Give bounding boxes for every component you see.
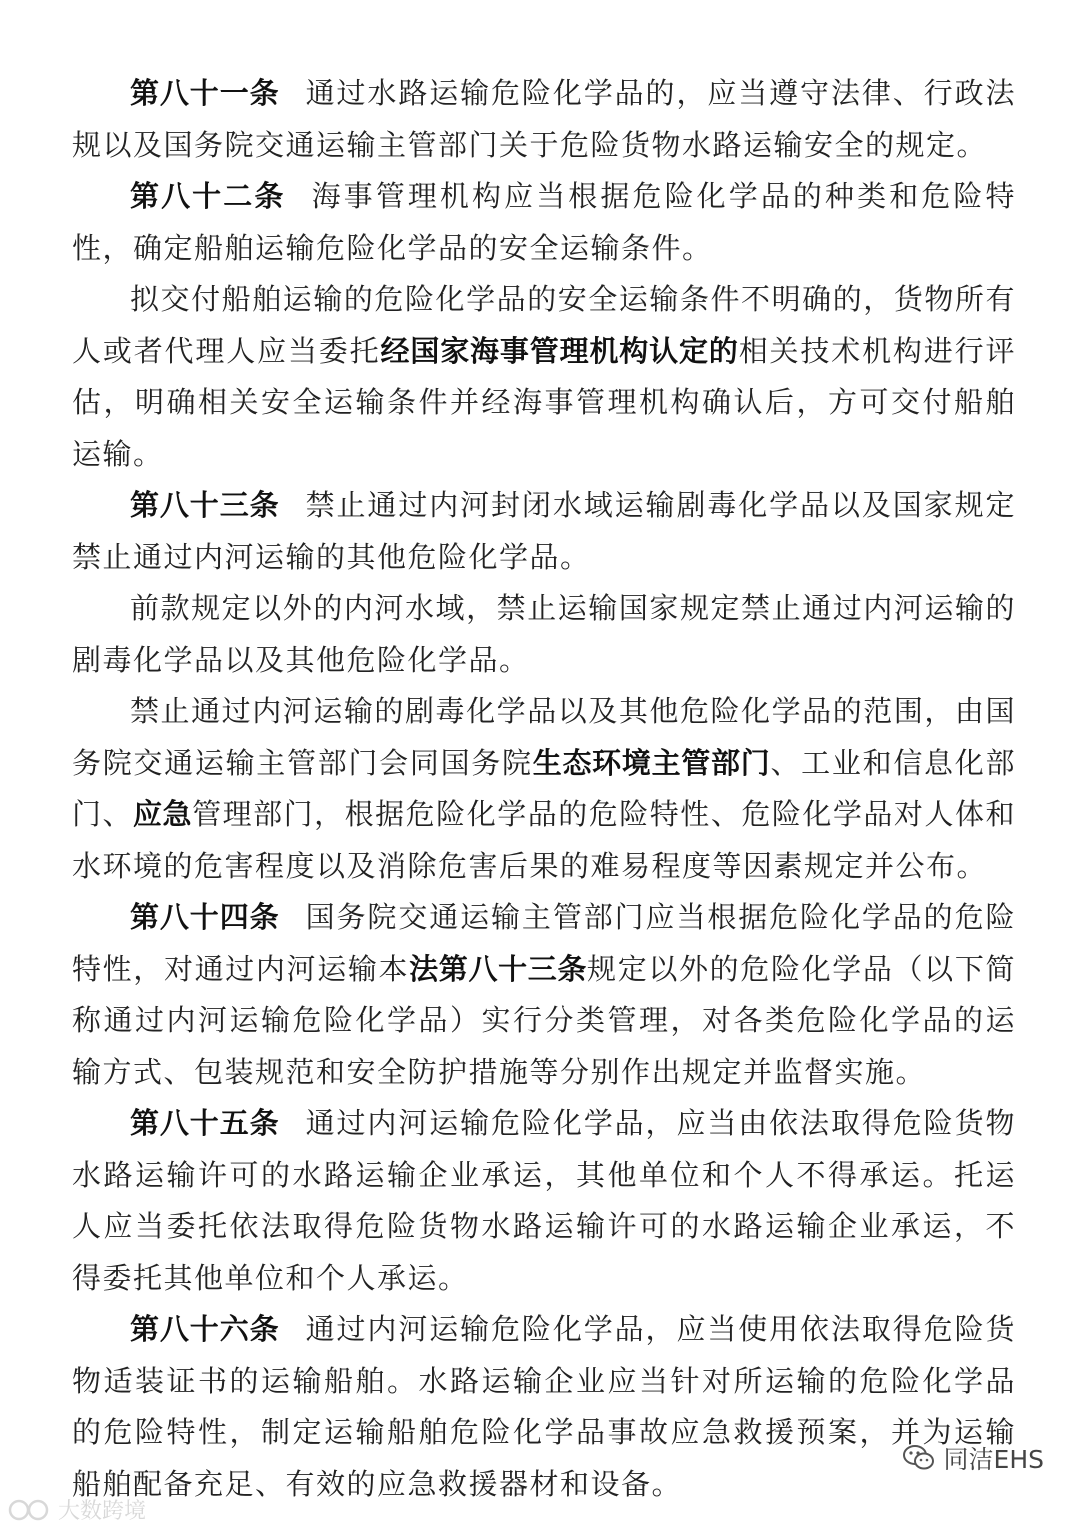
paragraph-text: 通过水路运输危险化学品的，应当遵守法律、行政法规以及国务院交通运输主管部门关于危险货物水路运输安全的规定。 [72,76,1016,162]
paragraph [72,892,1016,1098]
watermark-right-text: 同洁EHS [943,1445,1044,1474]
bold-text: 生态环境主管部门 [532,745,771,780]
paragraph [72,583,1016,686]
paragraph-text: 禁止通过内河封闭水域运输剧毒化学品以及国家规定禁止通过内河运输的其他危险化学品。 [72,488,1016,574]
paragraph [72,1304,1016,1510]
paragraph [72,1098,1016,1304]
paragraph-text: 通过内河运输危险化学品，应当使用依法取得危险货物适装证书的运输船舶。水路运输企业应当针对所运输的危险化学品的危险特性，制定运输船舶危险化学品事故应急救援预案，并为运输船舶配备充足、有效的应急救援器材和设备。 [72,1312,1016,1501]
cc-logo-icon [8,1499,54,1521]
paragraph-text: 国务院交通运输主管部门应当根据危险化学品的危险特性，对通过内河运输本 [72,900,1016,986]
paragraph-text: 禁止通过内河运输的剧毒化学品以及其他危险化学品的范围，由国务院交通运输主管部门会同国务院 [72,694,1016,780]
wechat-icon [902,1444,936,1472]
article-number: 第八十四条 [130,900,280,934]
paragraph [72,686,1016,892]
paragraph [72,68,1016,171]
paragraph [72,274,1016,480]
article-number: 第八十二条 [130,179,286,213]
watermark-right [902,1440,1044,1476]
paragraph [72,480,1016,583]
paragraph-text: 相关技术机构进行评估，明确相关安全运输条件并经海事管理机构确认后，方可交付船舶运输。 [72,333,1016,471]
paragraph-text: 管理部门，根据危险化学品的危险特性、危险化学品对人体和水环境的危害程度以及消除危害后果的难易程度等因素规定并公布。 [72,797,1016,883]
article-number: 第八十六条 [130,1312,280,1346]
bold-text: 应急 [133,797,193,831]
watermark-left-text: 大数跨境 [58,1499,147,1524]
paragraph-text: 通过内河运输危险化学品，应当由依法取得危险货物水路运输许可的水路运输企业承运，其他单位和个人不得承运。托运人应当委托依法取得危险货物水路运输许可的水路运输企业承运，不得委托其他单位和个人承运。 [72,1106,1016,1295]
article-number: 第八十五条 [130,1106,280,1140]
watermark-left [8,1494,146,1525]
paragraph-text: 拟交付船舶运输的危险化学品的安全运输条件不明确的，货物所有人或者代理人应当委托 [72,282,1016,368]
paragraph [72,171,1016,274]
bold-text: 经国家海事管理机构认定的 [380,333,739,368]
document-body [72,68,1016,1510]
bold-text: 法第八十三条 [409,951,588,986]
article-number: 第八十三条 [130,488,280,522]
paragraph-text: 海事管理机构应当根据危险化学品的种类和危险特性，确定船舶运输危险化学品的安全运输条件。 [72,179,1016,265]
paragraph-text: 规定以外的危险化学品（以下简称通过内河运输危险化学品）实行分类管理，对各类危险化学品的运输方式、包装规范和安全防护措施等分别作出规定并监督实施。 [72,951,1016,1089]
paragraph-text: 前款规定以外的内河水域，禁止运输国家规定禁止通过内河运输的剧毒化学品以及其他危险化学品。 [72,591,1016,677]
article-number: 第八十一条 [130,76,280,110]
paragraph-text: 、工业和信息化部门、 [72,745,1016,831]
